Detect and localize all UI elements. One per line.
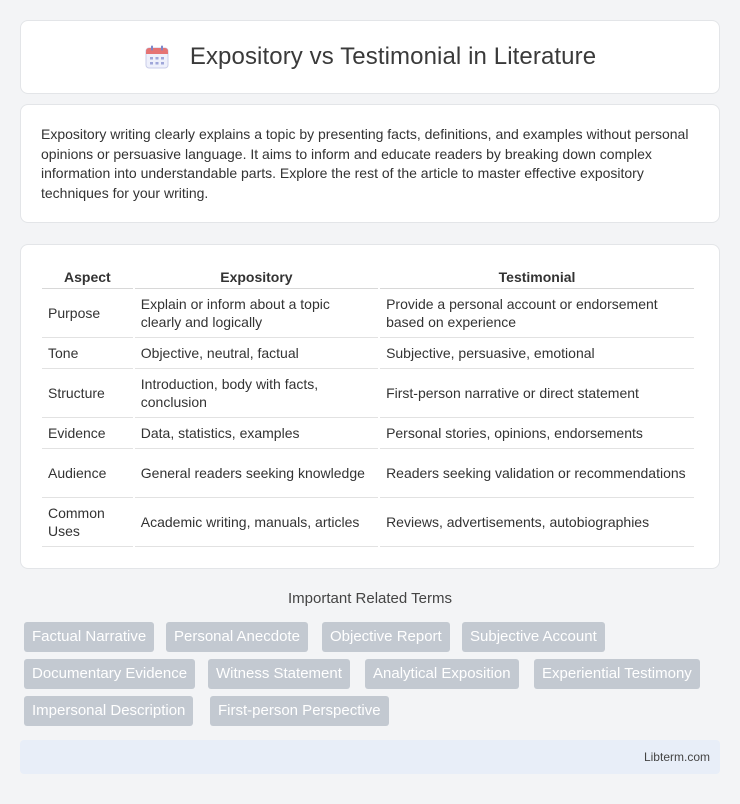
tag-factual-narrative[interactable]: Factual Narrative [24,622,154,652]
table-row [42,498,694,547]
cell-aspect: Tone [42,338,133,369]
cell-expository: Objective, neutral, factual [135,338,378,369]
cell-aspect: Common Uses [42,498,133,547]
cell-aspect: Structure [42,369,133,418]
header-card [20,20,720,94]
calendar-icon [144,44,170,70]
header-testimonial: Testimonial [380,265,694,289]
tag-first-person-perspective[interactable]: First-person Perspective [210,696,389,726]
tag-objective-report[interactable]: Objective Report [322,622,450,652]
cell-aspect: Audience [42,449,133,498]
table-row [42,338,694,369]
comparison-table-card [20,244,720,569]
table-row [42,418,694,449]
cell-expository: General readers seeking knowledge [135,449,378,498]
intro-card [20,104,720,223]
cell-aspect: Purpose [42,289,133,338]
tag-analytical-exposition[interactable]: Analytical Exposition [365,659,519,689]
cell-testimonial: Reviews, advertisements, autobiographies [380,498,694,547]
related-terms-title: Important Related Terms [288,590,452,607]
tag-witness-statement[interactable]: Witness Statement [208,659,350,689]
table-row [42,289,694,338]
cell-expository: Introduction, body with facts, conclusion [135,369,378,418]
header-aspect: Aspect [42,265,133,289]
tag-personal-anecdote[interactable]: Personal Anecdote [166,622,308,652]
tag-documentary-evidence[interactable]: Documentary Evidence [24,659,195,689]
cell-expository: Explain or inform about a topic clearly and logically [135,289,378,338]
intro-text: Expository writing clearly explains a topic by presenting facts, definitions, and examples without personal opinions or persuasive language. It aims to inform and educate readers by breaking down complex information into understandable parts. Explore the rest of the article to master effective expository techniques for your writing. [41,126,689,201]
footer-brand[interactable]: Libterm.com [643,750,710,764]
cell-expository: Academic writing, manuals, articles [135,498,378,547]
header-expository: Expository [135,265,378,289]
table-header-row [42,265,694,289]
cell-testimonial: Readers seeking validation or recommendations [380,449,694,498]
tag-experiential-testimony[interactable]: Experiential Testimony [534,659,700,689]
cell-aspect: Evidence [42,418,133,449]
table-row [42,369,694,418]
cell-testimonial: Subjective, persuasive, emotional [380,338,694,369]
cell-testimonial: First-person narrative or direct statement [380,369,694,418]
cell-testimonial: Provide a personal account or endorsement based on experience [380,289,694,338]
cell-testimonial: Personal stories, opinions, endorsements [380,418,694,449]
tag-impersonal-description[interactable]: Impersonal Description [24,696,193,726]
title-wrap [144,43,596,71]
cell-expository: Data, statistics, examples [135,418,378,449]
page-title: Expository vs Testimonial in Literature [189,43,597,70]
comparison-table [40,265,696,547]
tag-subjective-account[interactable]: Subjective Account [462,622,605,652]
footer [20,740,720,774]
table-row [42,449,694,498]
